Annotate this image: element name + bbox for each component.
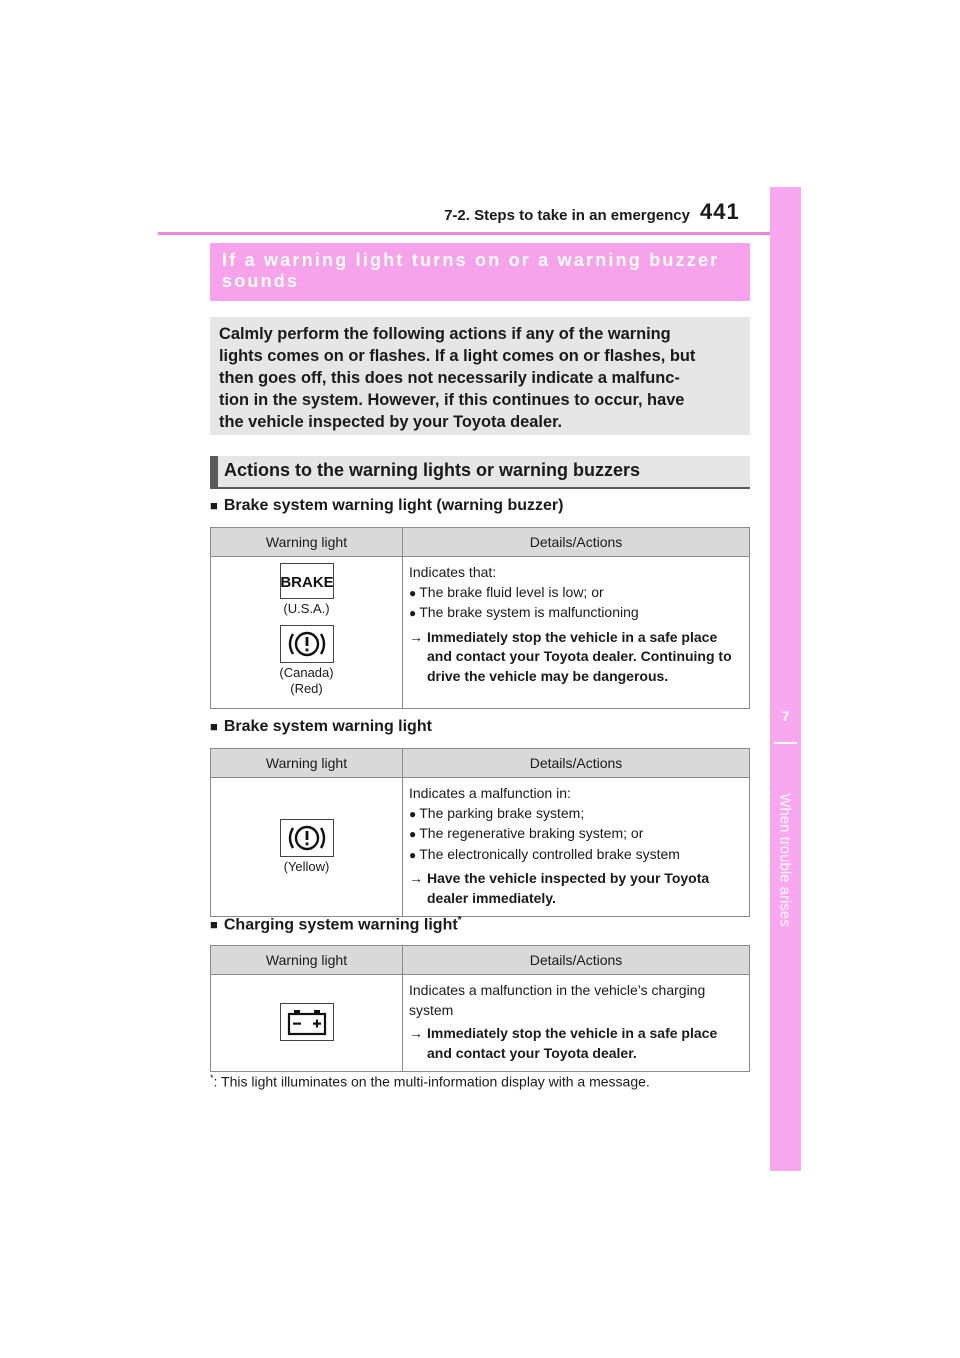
brake-icon-label: BRAKE xyxy=(280,574,333,591)
section-heading-brake xyxy=(210,718,432,736)
warning-table-brake-buzzer xyxy=(210,527,750,709)
col-header-warning-light: Warning light xyxy=(211,749,403,778)
arrow-icon: → xyxy=(409,870,423,886)
subheading: Actions to the warning lights or warning buzzers xyxy=(210,456,750,489)
section-title: 7-2. Steps to take in an emergency xyxy=(444,207,690,224)
footnote-mark: * xyxy=(457,915,462,926)
brake-text-icon xyxy=(280,563,334,599)
details-bullet: ● The electronically controlled brake system xyxy=(409,845,743,866)
action-label: Have the vehicle inspected by your Toyota dealer immediately. xyxy=(427,870,710,906)
intro-line: the vehicle inspected by your Toyota dealer. xyxy=(219,413,563,431)
col-header-details: Details/Actions xyxy=(403,528,750,557)
col-header-details: Details/Actions xyxy=(403,749,750,778)
col-header-warning-light: Warning light xyxy=(211,528,403,557)
header-rule xyxy=(158,232,770,235)
chapter-side-tab xyxy=(770,187,801,1171)
warning-light-cell xyxy=(211,778,403,917)
side-tab-divider xyxy=(774,742,797,744)
square-bullet-icon: ■ xyxy=(210,917,218,933)
icon-caption: (Red) xyxy=(290,681,323,696)
chapter-label: When trouble arises xyxy=(776,793,794,927)
details-intro: Indicates that: xyxy=(409,564,497,580)
section-heading-charging xyxy=(210,915,462,934)
intro-line: tion in the system. However, if this continues to occur, have xyxy=(219,391,685,409)
intro-line: then goes off, this does not necessarily indicate a malfunc- xyxy=(219,369,680,387)
action-label: Immediately stop the vehicle in a safe place and contact your Toyota dealer. Continuing to drive the vehicle may be dangerous. xyxy=(427,628,732,684)
section-heading-text: Brake system warning light (warning buzzer) xyxy=(223,497,564,514)
footnote xyxy=(210,1073,770,1090)
square-bullet-icon: ■ xyxy=(210,498,218,513)
warning-light-cell xyxy=(211,975,403,1072)
page-number: 441 xyxy=(700,199,740,224)
section-heading-text: Charging system warning light xyxy=(223,916,458,934)
warning-light-cell xyxy=(211,557,403,709)
action-text xyxy=(409,628,743,687)
details-bullet: ● The parking brake system; xyxy=(409,804,743,825)
intro-line: lights comes on or flashes. If a light comes on or flashes, but xyxy=(219,347,696,365)
section-heading-text: Brake system warning light xyxy=(223,718,432,735)
brake-exclamation-icon xyxy=(280,819,334,857)
intro-box xyxy=(210,317,750,435)
icon-caption: (Yellow) xyxy=(283,859,330,874)
footnote-text: : This light illuminates on the multi-information display with a message. xyxy=(213,1073,650,1090)
details-cell xyxy=(403,778,750,917)
footnote-mark: * xyxy=(210,1073,214,1083)
section-heading-brake-buzzer xyxy=(210,497,563,515)
action-text xyxy=(409,1024,743,1063)
details-cell xyxy=(403,557,750,709)
battery-icon xyxy=(280,1003,334,1041)
details-bullet: ● The brake fluid level is low; or xyxy=(409,583,743,604)
warning-table-brake xyxy=(210,748,750,917)
brake-exclamation-icon xyxy=(280,625,334,663)
details-bullet: ● The regenerative braking system; or xyxy=(409,824,743,845)
intro-line: Calmly perform the following actions if any of the warning xyxy=(219,325,671,343)
details-cell xyxy=(403,975,750,1072)
banner-title-line1: If a warning light turns on or a warning buzzer xyxy=(222,250,720,270)
col-header-warning-light: Warning light xyxy=(211,946,403,975)
details-bullet: ● The brake system is malfunctioning xyxy=(409,603,743,624)
arrow-icon: → xyxy=(409,1025,423,1041)
chapter-number: 7 xyxy=(781,708,790,724)
topic-banner xyxy=(210,243,750,301)
action-label: Immediately stop the vehicle in a safe place and contact your Toyota dealer. xyxy=(427,1025,718,1061)
banner-title-line2: sounds xyxy=(222,271,300,291)
warning-table-charging xyxy=(210,945,750,1072)
action-text xyxy=(409,869,743,908)
icon-caption: (Canada) xyxy=(279,665,334,680)
square-bullet-icon: ■ xyxy=(210,719,218,734)
arrow-icon: → xyxy=(409,628,423,645)
details-intro: Indicates a malfunction in: xyxy=(409,785,571,801)
icon-caption: (U.S.A.) xyxy=(283,601,330,616)
details-intro: Indicates a malfunction in the vehicle’s charging system xyxy=(409,982,706,1018)
col-header-details: Details/Actions xyxy=(403,946,750,975)
